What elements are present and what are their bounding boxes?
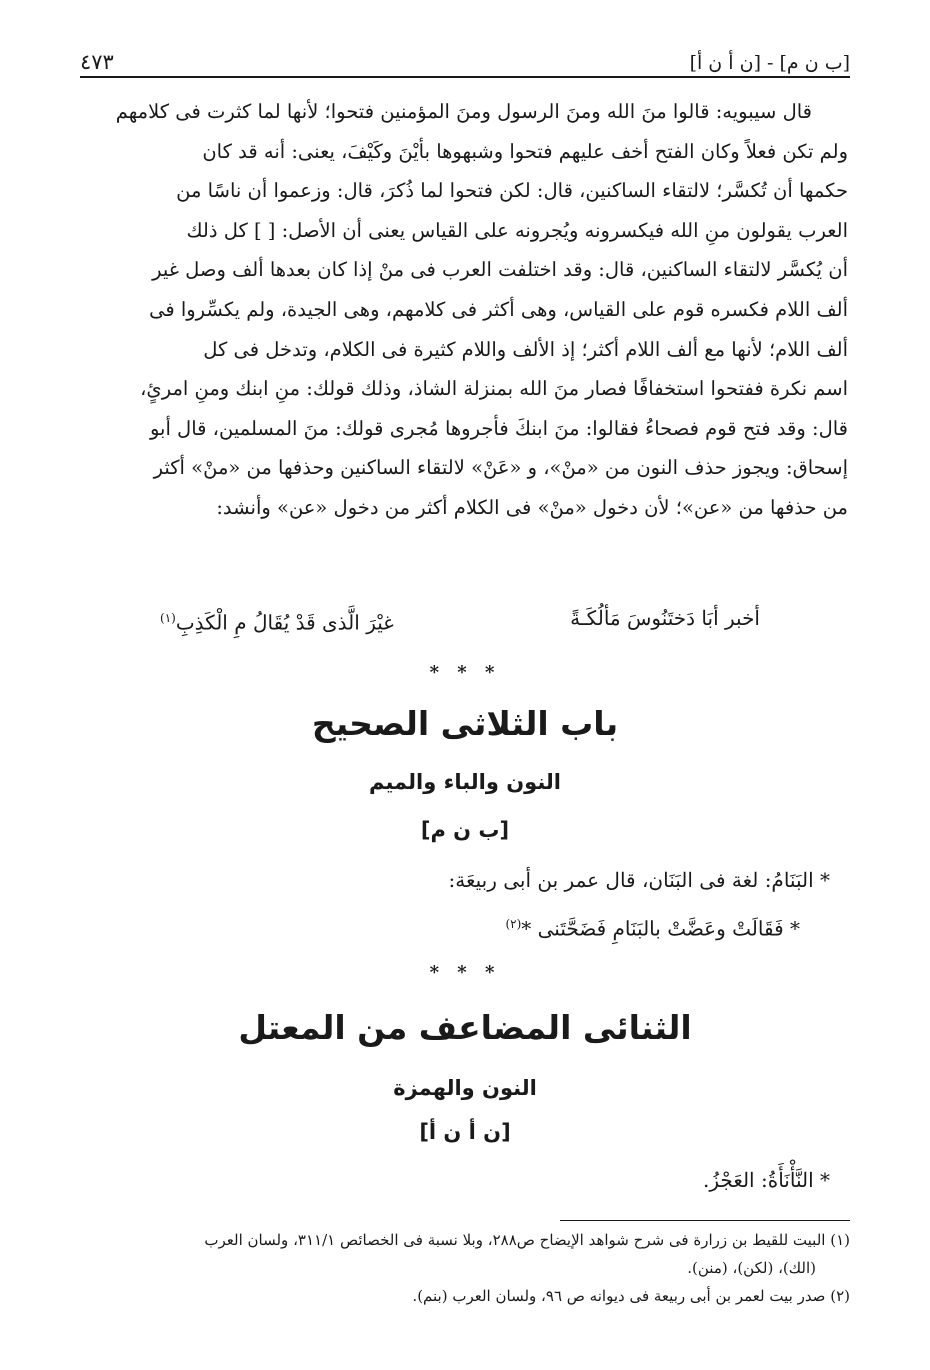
- verse-second-hemistich: غيْرَ الَّذى قَدْ يُقَالُ مِ الْكَذِبِ$^{(١)}$: [160, 610, 394, 635]
- footnote-rule: [560, 1220, 850, 1221]
- text-line: ألف اللام؛ لأنها مع ألف اللام أكثر؛ إذ الألف واللام كثيرة فى الكلام، وتدخل فى كل: [203, 337, 848, 361]
- verse-first-hemistich: أخبر أبَا دَختَنُوسَ مَألُكَـةً: [570, 606, 760, 630]
- text-line: حكمها أن تُكسَّر؛ لالتقاء الساكنين، قال: لكن فتحوا لما ذُكرَ، قال: وزعموا أن ناسًا من: [176, 179, 848, 203]
- dictionary-entry: * البَنَامُ: لغة فى البَنَان، قال عمر بن أبى ربيعَة:: [448, 868, 830, 892]
- text-line: العرب يقولون منِ الله فيكسرونه ويُجرونه على القياس يعنى أن الأصل: [ ] كل ذلك: [186, 218, 848, 242]
- section-separator: * * *: [429, 662, 501, 683]
- text-line: قال: وقد فتح قوم فصحاءُ فقالوا: منَ ابنكَ فأجروها مُجرى قولك: منَ المسلمين، قال أبو: [149, 416, 848, 440]
- section-separator: * * *: [429, 962, 501, 983]
- footnote-continuation: (الك)، (لكن)، (منن).: [687, 1259, 816, 1277]
- chapter-title: الثنائى المضاعف من المعتل: [238, 1008, 692, 1047]
- text-line: من حذفها من «عن»؛ لأن دخول «منْ» فى الكلام أكثر من دخول «عن» وأنشد:: [216, 495, 848, 519]
- footnote-ref[interactable]: (٢): [505, 917, 522, 931]
- header-rule: [80, 76, 850, 78]
- main-paragraph: [78, 92, 848, 528]
- poetry-quote: * فَقَالَتْ وعَضَّتْ بالبَنَامِ فَضَحَّتَنى *$^{(٢)}$: [505, 916, 800, 941]
- running-head: [80, 40, 850, 74]
- footnote: (١) البيت للقيط بن زرارة فى شرح شواهد الإيضاح ص٢٨٨، وبلا نسبة فى الخصائص ٣١١/١، ولسان العرب: [204, 1231, 850, 1249]
- chapter-title: باب الثلاثى الصحيح: [311, 704, 619, 743]
- dictionary-entry: * النَّأْنَأَةُ: العَجْزُ.: [703, 1168, 830, 1192]
- roots-range: [ب ن م] - [ن أ ن أ]: [689, 52, 850, 74]
- text-line: إسحاق: ويجوز حذف النون من «منْ»، و «عَنْ» لالتقاء الساكنين وحذفها من «منْ» أكثر: [153, 456, 848, 480]
- section-title: النون والهمزة: [393, 1076, 537, 1100]
- poetry-verse: [160, 600, 760, 641]
- text-line: أن يُكسَّر لالتقاء الساكنين، قال: وقد اختلفت العرب فى منْ إذا كان بعدها ألف وصل غير: [152, 258, 848, 282]
- footnotes: [70, 1226, 850, 1310]
- footnote-ref[interactable]: (١): [160, 611, 176, 625]
- text-line: ألف اللام فكسره قوم على القياس، وهى أكثر فى كلامهم، وهى الجيدة، ولم يكسِّروا فى: [149, 297, 848, 321]
- text-line: ولم تكن فعلاً وكان الفتح أخف عليهم فتحوا وشبهوها بأيْنَ وكَيْفَ، يعنى: أنه قد كان: [202, 139, 848, 163]
- section-title: النون والباء والميم: [369, 770, 561, 794]
- text-line: اسم نكرة ففتحوا استخفافًا فصار منَ الله بمنزلة الشاذ، وذلك قولك: منِ ابنك ومنِ امرئٍ،: [140, 377, 848, 401]
- text-line: قال سيبويه: قالوا منَ الله ومنَ الرسول ومنَ المؤمنين فتحوا؛ لأنها لما كثرت فى كلامهم: [115, 100, 812, 123]
- root-heading: [ن أ ن أ]: [419, 1120, 511, 1144]
- root-heading: [ب ن م]: [420, 818, 510, 842]
- footnote: (٢) صدر بيت لعمر بن أبى ربيعة فى ديوانه ص ٩٦، ولسان العرب (بنم).: [412, 1287, 850, 1305]
- page-number: ٤٧٣: [80, 50, 114, 74]
